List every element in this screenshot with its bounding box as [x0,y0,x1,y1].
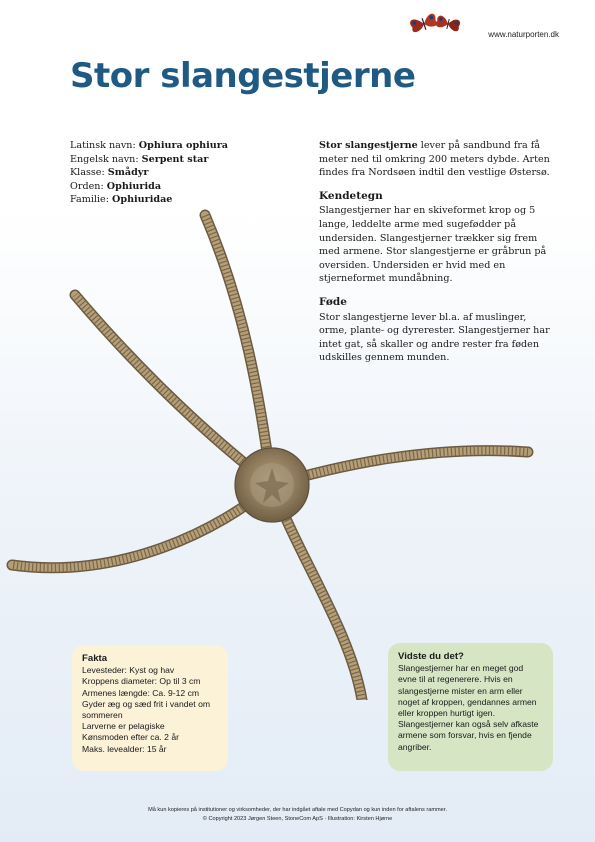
page-title: Stor slangestjerne [70,56,416,96]
taxonomy-value: Ophiurida [106,180,162,192]
fakta-heading: Fakta [82,653,108,664]
taxonomy-row [70,166,228,180]
footer-copyright: © Copyright 2023 Jørgen Steen, StoneCom ApS · Illustration: Kirsten Hjørne [202,816,393,822]
intro-lead: Stor slangestjerne [319,140,418,151]
vidste-heading: Vidste du det? [398,651,464,662]
butterfly-logo-icon [408,10,468,36]
section-body-foede: Stor slangestjerne lever bl.a. af muslinger, orme, plante- og dyrerester. Slangestjerner har intet gat, så skaller og andre rester fra føden udskilles gennem munden. [319,311,550,364]
taxonomy-row [70,180,228,194]
taxonomy-value: Ophiuridae [112,194,173,206]
footer-license: Må kun kopieres på institutioner og virksomheder, der har indgået aftale med Copydan og kun inden for aftalens rammer. [148,807,447,813]
taxonomy-row [70,139,228,153]
brittle-star-illustration [0,200,595,700]
taxonomy-label: Familie: [70,194,109,206]
taxonomy-list [70,139,228,207]
intro-text: lever på sandbund fra få meter ned til omkring 200 meters dybde. Arten findes fra Nordsøen indtil den vestlige Østersø. [319,140,550,179]
vidste-body: Slangestjerner har en meget god evne til at regenerere. Hvis en slangestjerne mister en arm eller noget af kroppen, gendannes armen eller kroppen hurtigt igen. Slangestjerner kan også selv afkaste armene som forsvar, hvis en fjende angriber. [398,663,539,752]
taxonomy-label: Latinsk navn: [70,140,136,151]
site-url: www.naturporten.dk [488,30,559,39]
fakta-line: Larverne er pelagiske [82,721,165,732]
vidste-du-det-box [388,643,553,771]
fakta-line: Maks. levealder: 15 år [82,743,167,754]
fakta-line: Armenes længde: Ca. 9-12 cm [82,687,200,698]
fakta-line: Kønsmoden efter ca. 2 år [82,732,179,743]
fakta-line: Gyder æg og sæd frit i vandet om sommeren [82,698,211,721]
intro-paragraph [319,139,555,180]
taxonomy-label: Orden: [70,180,104,192]
fakta-box [72,645,228,771]
footer [0,806,595,824]
taxonomy-value: Ophiura ophiura [138,140,229,151]
taxonomy-label: Klasse: [70,167,105,179]
section-body-kendetegn: Slangestjerner har en skiveformet krop og 5 lange, leddelte arme med sugefødder på undersiden. Slangestjerner trækker sig frem med armene. Stor slangestjerne er gråbrun på oversiden. Undersiden er hvid med en stjerneformet mundåbning. [319,205,547,285]
section-heading-kendetegn: Kendetegn [319,189,383,202]
taxonomy-value: Serpent star [141,153,209,165]
section-heading-foede: Føde [319,295,347,308]
taxonomy-row [70,153,228,167]
fakta-line: Kroppens diameter: Op til 3 cm [82,676,201,687]
taxonomy-value: Smådyr [107,167,149,179]
taxonomy-label: Engelsk navn: [70,153,139,165]
fakta-line: Levesteder: Kyst og hav [82,665,175,676]
